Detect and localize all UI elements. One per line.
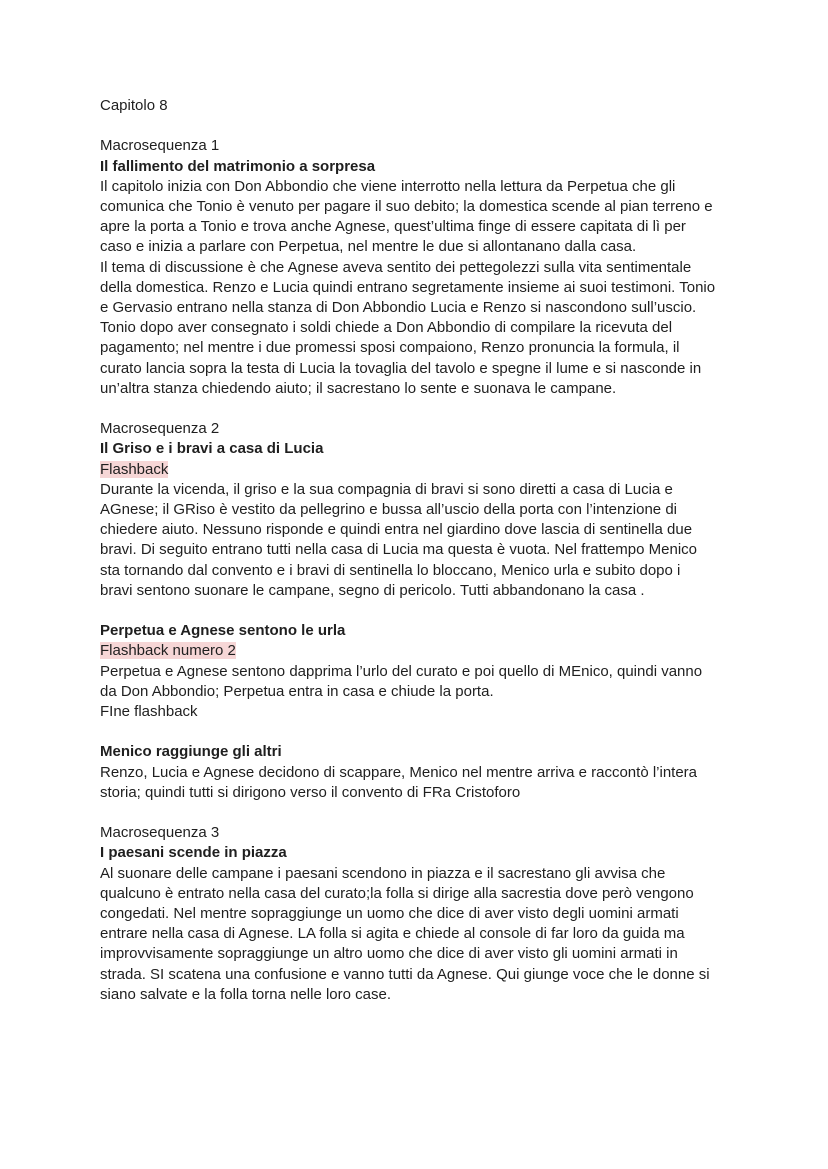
flashback-highlight: Flashback xyxy=(100,460,169,478)
paragraph-line: da Don Abbondio; Perpetua entra in casa e chiude la porta. xyxy=(100,682,494,700)
document-page xyxy=(100,96,740,1005)
macrosequence-1 xyxy=(100,136,740,399)
paragraph-line: apre la porta a Tonio e trova anche Agnese, quest’ultima finge di essere capitata di lì per xyxy=(100,218,686,236)
spacer xyxy=(100,399,740,419)
paragraph-line: un’altra stanza chiedendo aiuto; il sacrestano lo sente e suonava le campane. xyxy=(100,379,617,397)
paragraph-line: della domestica. Renzo e Lucia quindi entrano segretamente insieme ai suoi testimoni. Tonio xyxy=(100,278,716,296)
paragraph-line: FIne flashback xyxy=(100,703,198,721)
macrosequence-3 xyxy=(100,823,740,1005)
paragraph-line: caso e inizia a parlare con Perpetua, nel mentre le due si allontanano dalla casa. xyxy=(100,238,637,256)
macrosequence-2 xyxy=(100,419,740,601)
section-menico xyxy=(100,742,740,803)
paragraph-line: storia; quindi tutti si dirigono verso il convento di FRa Cristoforo xyxy=(100,783,521,801)
paragraph-line: siano salvate e la folla torna nelle loro case. xyxy=(100,985,392,1003)
section-heading: Perpetua e Agnese sentono le urla xyxy=(100,622,346,640)
paragraph-line: Renzo, Lucia e Agnese decidono di scappare, Menico nel mentre arriva e raccontò l’intera xyxy=(100,763,698,781)
paragraph-line: strada. SI scatena una confusione e vanno tutti da Agnese. Qui giunge voce che le donne si xyxy=(100,965,710,983)
paragraph-line: Durante la vicenda, il griso e la sua compagnia di bravi si sono diretti a casa di Lucia e xyxy=(100,480,673,498)
paragraph-line: qualcuno è entrato nella casa del curato;la folla si dirige alla sacrestia dove però vengono xyxy=(100,884,694,902)
paragraph-line: bravi sentono suonare le campane, segno di pericolo. Tutti abbandonano la casa . xyxy=(100,581,645,599)
paragraph-line: comunica che Tonio è venuto per pagare il suo debito; la domestica scende al pian terreno e xyxy=(100,198,713,215)
paragraph-line: curato lancia sopra la testa di Lucia la tovaglia del tavolo e spegne il lume e si nasconde in xyxy=(100,359,702,377)
paragraph-line: AGnese; il GRiso è vestito da pellegrino e bussa all’uscio della porta con l’intenzione di xyxy=(100,501,677,519)
paragraph-line: Il capitolo inizia con Don Abbondio che viene interrotto nella lettura da Perpetua che gli xyxy=(100,177,676,195)
macrosequence-label: Macrosequenza 3 xyxy=(100,824,220,842)
spacer xyxy=(100,722,740,742)
paragraph-line: congedati. Nel mentre sopraggiunge un uomo che dice di aver visto degli uomini armati xyxy=(100,905,679,923)
paragraph-line: Perpetua e Agnese sentono dapprima l’urlo del curato e poi quello di MEnico, quindi vanno xyxy=(100,662,703,680)
paragraph-line: Al suonare delle campane i paesani scendono in piazza e il sacrestano gli avvisa che xyxy=(100,864,666,882)
paragraph-line: chiedere aiuto. Nessuno risponde e quindi entra nel giardino dove lascia di sentinella due xyxy=(100,521,693,539)
macrosequence-label: Macrosequenza 1 xyxy=(100,137,220,155)
paragraph-line: pagamento; nel mentre i due promessi sposi compaiono, Renzo pronuncia la formula, il xyxy=(100,339,680,357)
section-heading: I paesani scende in piazza xyxy=(100,844,287,862)
section-perpetua-agnese xyxy=(100,621,740,722)
section-heading: Il fallimento del matrimonio a sorpresa xyxy=(100,157,376,175)
spacer xyxy=(100,601,740,621)
paragraph-line: sta tornando dal convento e i bravi di sentinella lo bloccano, Menico urla e subito dopo i xyxy=(100,561,681,579)
paragraph-line: Il tema di discussione è che Agnese aveva sentito dei pettegolezzi sulla vita sentimentale xyxy=(100,258,692,276)
paragraph-line: bravi. Di seguito entrano tutti nella casa di Lucia ma questa è vuota. Nel frattempo Menico xyxy=(100,541,697,559)
flashback-highlight: Flashback numero 2 xyxy=(100,642,236,660)
paragraph-line: Tonio dopo aver consegnato i soldi chiede a Don Abbondio di compilare la ricevuta del xyxy=(100,319,673,337)
section-heading: Menico raggiunge gli altri xyxy=(100,743,282,761)
chapter-title: Capitolo 8 xyxy=(100,97,168,114)
paragraph-line: entrare nella casa di Agnese. LA folla si agita e chiede al console di far loro da guida ma xyxy=(100,925,685,943)
macrosequence-label: Macrosequenza 2 xyxy=(100,420,220,438)
paragraph-line: improvvisamente sopraggiunge un altro uomo che dice di aver visto gli uomini armati in xyxy=(100,945,678,963)
spacer xyxy=(100,803,740,823)
section-heading: Il Griso e i bravi a casa di Lucia xyxy=(100,440,324,458)
paragraph-line: e Gervasio entrano nella stanza di Don Abbondio Lucia e Renzo si nascondono sull’uscio. xyxy=(100,299,697,317)
